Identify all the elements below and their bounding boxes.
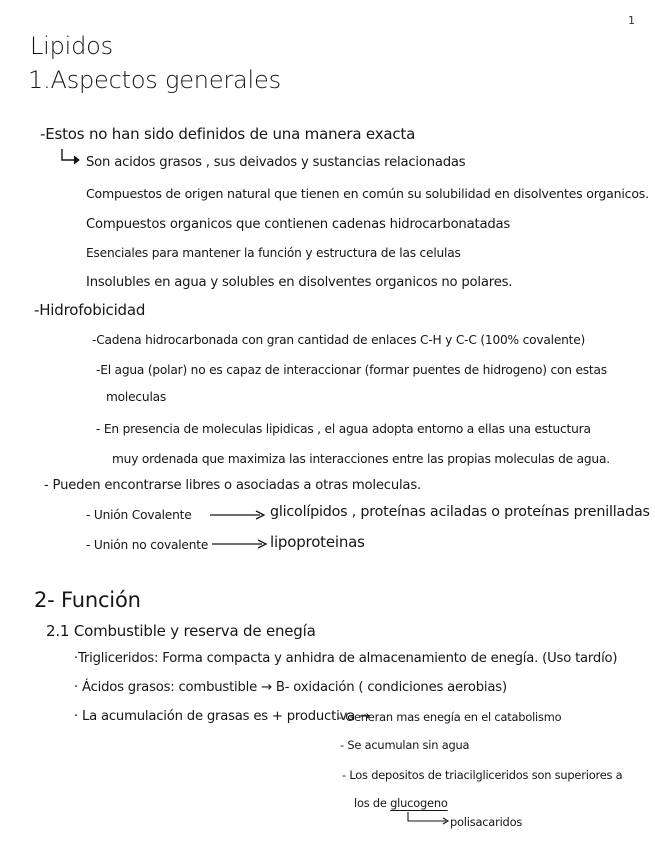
outcome-2: - Se acumulan sin agua: [340, 738, 470, 752]
definition-item-4: Esenciales para mantener la función y estructura de las celulas: [86, 246, 461, 260]
definition-item-2: Compuestos de origen natural que tienen en común su solubilidad en disolventes organicos.: [86, 186, 649, 201]
outcome-3-prefix: los de: [354, 796, 387, 810]
funcion-item-1: ·Trigliceridos: Forma compacta y anhidra de almacenamiento de enegía. (Uso tardío): [74, 651, 618, 666]
bullet-asociacion: - Pueden encontrarse libres o asociadas a otras moleculas.: [44, 478, 421, 493]
section1-heading: 1.Aspectos generales: [28, 66, 281, 94]
outcome-3: - Los depositos de triacilgliceridos son superiores a: [342, 768, 623, 782]
page-number: 1: [628, 14, 635, 27]
funcion-item-2: · Ácidos grasos: combustible → B- oxidación ( condiciones aerobias): [74, 680, 507, 695]
glycogen-note: polisacaridos: [450, 815, 523, 829]
union-covalente-result: glicolípidos , proteínas aciladas o proteínas prenilladas: [270, 504, 650, 520]
union-no-covalente-result: lipoproteinas: [270, 533, 365, 551]
outcome-3-cont: [354, 798, 448, 809]
funcion-item-3: · La acumulación de grasas es + productiva →: [74, 709, 370, 724]
section2-heading: 2- Función: [34, 588, 141, 612]
page-title: Lipidos: [30, 32, 113, 60]
outcome-1: - Generan mas enegía en el catabolismo: [338, 710, 562, 724]
arrow-right-icon: [210, 510, 266, 520]
definition-item-1: Son acidos grasos , sus deivados y sustancias relacionadas: [86, 155, 466, 170]
union-no-covalente-label: - Unión no covalente: [86, 538, 209, 552]
bullet-definition: -Estos no han sido definidos de una manera exacta: [40, 125, 416, 143]
hook-arrow-icon: [60, 148, 82, 166]
bullet-hidrofobicidad: -Hidrofobicidad: [34, 301, 146, 319]
union-covalente-label: - Unión Covalente: [86, 508, 192, 522]
definition-item-3: Compuestos organicos que contienen cadenas hidrocarbonatadas: [86, 217, 511, 232]
hook-arrow-icon: [406, 811, 450, 827]
hidrofobicidad-item-2-cont: moleculas: [106, 390, 167, 404]
arrow-right-icon: [212, 539, 268, 549]
hidrofobicidad-item-3-cont: muy ordenada que maximiza las interacciones entre las propias moleculas de agua.: [112, 452, 610, 466]
hidrofobicidad-item-1: -Cadena hidrocarbonada con gran cantidad de enlaces C-H y C-C (100% covalente): [92, 333, 586, 347]
hidrofobicidad-item-3: - En presencia de moleculas lipidicas , el agua adopta entorno a ellas una estuctura: [96, 422, 591, 436]
glycogen-term: glucogeno: [390, 796, 448, 810]
section2-subheading: 2.1 Combustible y reserva de enegía: [46, 622, 316, 640]
hidrofobicidad-item-2: -El agua (polar) no es capaz de interaccionar (formar puentes de hidrogeno) con estas: [96, 363, 607, 377]
definition-item-5: Insolubles en agua y solubles en disolventes organicos no polares.: [86, 275, 513, 290]
